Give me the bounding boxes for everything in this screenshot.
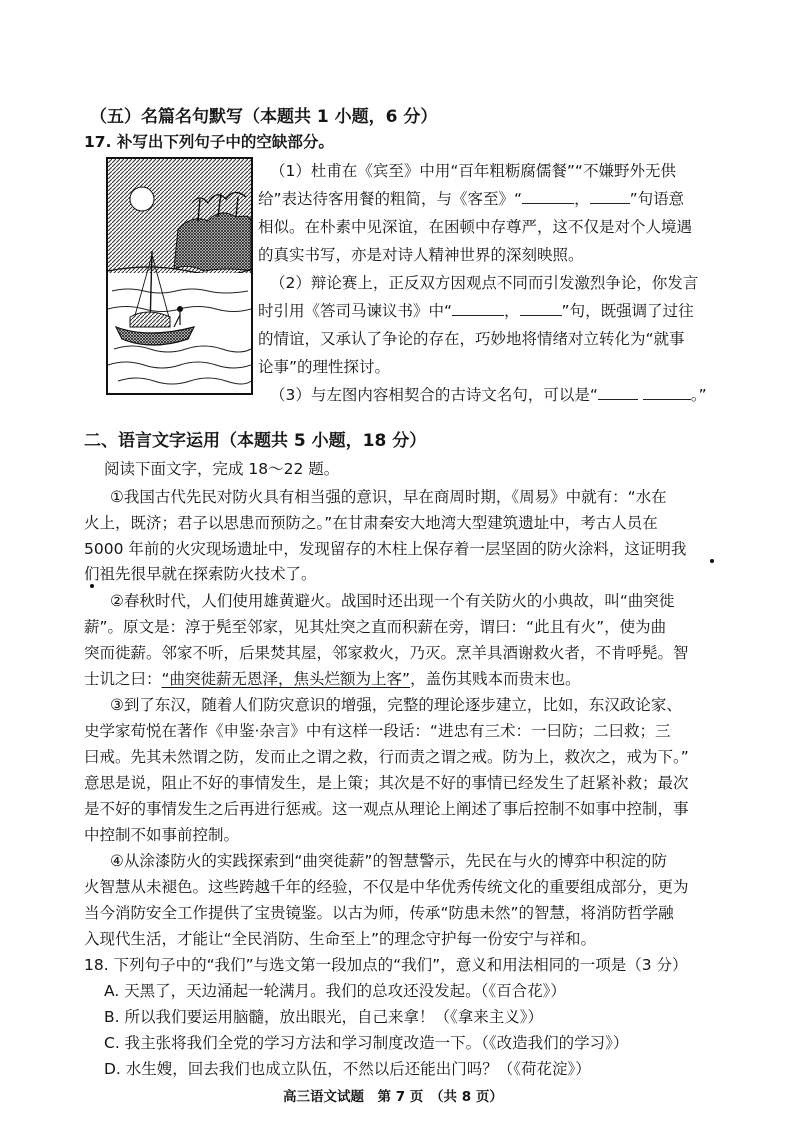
emphasis-dot bbox=[710, 559, 714, 563]
answer-blank-1[interactable] bbox=[522, 189, 574, 204]
para3-line2: 史学家荀悦在著作《申鉴·杂言》中有这样一段话：“进忠有三术：一曰防；二曰救；三 bbox=[84, 722, 671, 740]
q17-part2-line3: 的情谊，又承认了争论的存在，巧妙地将情绪对立转化为“就事 bbox=[258, 330, 685, 348]
para2-line4-post: ，盖伤其贱本而贵末也。 bbox=[410, 670, 581, 688]
q17-part1-line2-a: 给”表达待客用餐的粗简，与《客至》“ bbox=[258, 190, 523, 208]
para1-line4: 们祖先很早就在探索防火技术了。 bbox=[84, 565, 317, 583]
para3-line4: 意思是说，阻止不好的事情发生，是上策；其次是不好的事情已经发生了赶紧补救；最次 bbox=[84, 774, 689, 792]
page-footer: 高三语文试题 第 7 页 （共 8 页） bbox=[283, 1089, 503, 1105]
para4-line2: 火智慧从未褪色。这些跨越千年的经验，不仅是中华优秀传统文化的重要组成部分，更为 bbox=[84, 878, 689, 896]
q17-part1-line2 bbox=[258, 188, 684, 210]
moonlit-river-boat-illustration bbox=[106, 157, 253, 395]
section-2-heading: 二、语言文字运用（本题共 5 小题，18 分） bbox=[84, 431, 427, 451]
answer-blank-2[interactable] bbox=[590, 189, 630, 204]
para3-line3: 曰戒。先其未然谓之防，发而止之谓之救，行而责之谓之戒。防为上，救次之，戒为下。” bbox=[84, 748, 689, 766]
q17-part2-line1: （2）辩论赛上，正反双方因观点不同而引发激烈争论，你发言 bbox=[270, 274, 699, 292]
q17-part2-line2 bbox=[258, 300, 694, 322]
q17-part2-line2-c: ”句，既强调了过往 bbox=[561, 302, 694, 320]
para2-line2: 薪”。原文是：淳于髡至邻家，见其灶突之直而积薪在旁，谓曰：“此且有火”，使为曲 bbox=[84, 618, 667, 636]
illustration-graphic bbox=[108, 159, 251, 393]
para2-line3: 突而徙薪。邻家不听，后果焚其屋，邻家救火，乃灭。烹羊具酒谢救火者，不肯呼髡。智 bbox=[84, 644, 689, 662]
reading-intro: 阅读下面文字，完成 18～22 题。 bbox=[104, 460, 340, 478]
para4-line1: ④从涂漆防火的实践探索到“曲突徙薪”的智慧警示，先民在与火的博弈中积淀的防 bbox=[110, 852, 667, 870]
q17-part2-line2-a: 时引用《答司马谏议书》中“ bbox=[258, 302, 453, 320]
q17-part1-line3: 相似。在朴素中见深谊，在困顿中存尊严，这不仅是对个人境遇 bbox=[258, 218, 693, 236]
q18-option-c[interactable]: C. 我主张将我们全党的学习方法和学习制度改造一下。（《改造我们的学习》） bbox=[104, 1034, 629, 1052]
q17-part2-line4: 论事”的理性探讨。 bbox=[258, 358, 391, 376]
para1-line2: 火上，既济；君子以思患而预防之。”在甘肃秦安大地湾大型建筑遗址中，考古人员在 bbox=[84, 514, 658, 532]
section-5-heading: （五）名篇名句默写（本题共 1 小题，6 分） bbox=[90, 107, 438, 127]
para2-line4 bbox=[84, 668, 581, 690]
para2-line1: ②春秋时代，人们使用雄黄避火。战国时还出现一个有关防火的小典故，叫“曲突徙 bbox=[110, 592, 675, 610]
para3-line5: 是不好的事情发生之后再进行惩戒。这一观点从理论上阐述了事后控制不如事中控制，事 bbox=[84, 800, 689, 818]
q17-part2-line2-b: ， bbox=[504, 302, 520, 320]
q18-option-d[interactable]: D. 水生嫂，回去我们也成立队伍，不然以后还能出门吗？（《荷花淀》） bbox=[104, 1060, 591, 1078]
emphasis-dot bbox=[90, 584, 94, 588]
para1-line1: ①我国古代先民对防火具有相当强的意识，早在商周时期，《周易》中就有：“水在 bbox=[110, 488, 667, 506]
question-17-title: 17. 补写出下列句子中的空缺部分。 bbox=[84, 133, 334, 151]
para1-line3: 5000 年前的火灾现场遗址中，发现留存的木柱上保存着一层坚固的防火涂料，这证明我 bbox=[84, 540, 687, 558]
q17-part1-line4: 的真实书写，亦是对诗人精神世界的深刻映照。 bbox=[258, 246, 584, 264]
q18-option-b[interactable]: B. 所以我们要运用脑髓，放出眼光，自己来拿！（《拿来主义》） bbox=[104, 1008, 543, 1026]
answer-blank-3[interactable] bbox=[452, 301, 504, 316]
answer-blank-5[interactable] bbox=[598, 385, 638, 400]
underlined-quote: “曲突徙薪无恩泽，焦头烂额为上客” bbox=[161, 670, 411, 688]
question-18-stem: 18. 下列句子中的“我们”与选文第一段加点的“我们”，意义和用法相同的一项是（3 分） bbox=[84, 956, 688, 974]
para3-line1: ③到了东汉，随着人们防灾意识的增强，完整的理论逐步建立，比如，东汉政论家、 bbox=[110, 696, 682, 714]
q17-part1-line1: （1）杜甫在《宾至》中用“百年粗粝腐儒餐”“不嫌野外无供 bbox=[270, 162, 676, 180]
q18-option-a[interactable]: A. 天黑了，天边涌起一轮满月。我们的总攻还没发起。（《百合花》） bbox=[104, 982, 566, 1000]
para4-line3: 当今消防安全工作提供了宝贵镜鉴。以古为师，传承“防患未然”的智慧，将消防哲学融 bbox=[84, 904, 674, 922]
q17-part3-b: 。” bbox=[690, 386, 707, 404]
q17-part1-line2-c: ”句语意 bbox=[629, 190, 685, 208]
q17-part3-line1 bbox=[270, 384, 707, 406]
para3-line6: 中控制不如事前控制。 bbox=[84, 826, 240, 844]
answer-blank-4[interactable] bbox=[520, 301, 562, 316]
para4-line4: 入现代生活，才能让“全民消防、生命至上”的理念守护每一份安宁与祥和。 bbox=[84, 930, 597, 948]
q17-part1-line2-b: ， bbox=[574, 190, 590, 208]
answer-blank-6[interactable] bbox=[643, 385, 691, 400]
para2-line4-pre: 士讥之曰： bbox=[84, 670, 162, 688]
q17-part3-a: （3）与左图内容相契合的古诗文名句，可以是“ bbox=[270, 386, 598, 404]
